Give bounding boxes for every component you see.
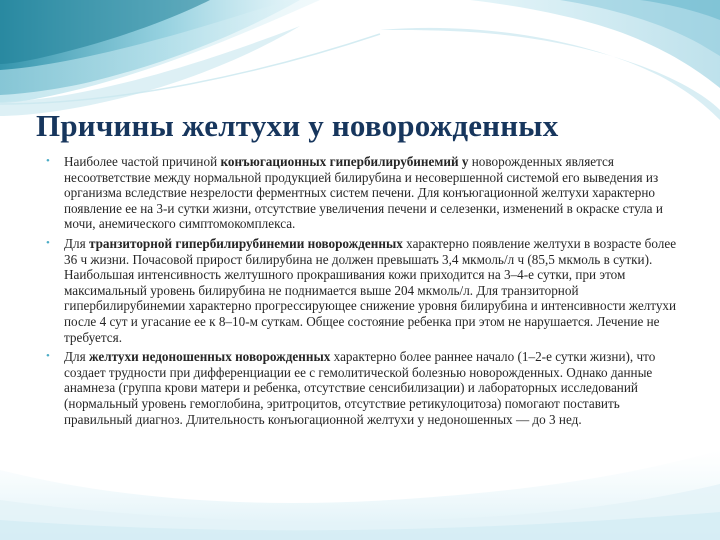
bullet-text-intro: Наиболее частой причиной bbox=[64, 154, 221, 169]
bullet-text-bold: желтухи недоношенных новорожденных bbox=[88, 349, 331, 365]
bullet-text-bold: конъюгационных гипербилирубинемий у bbox=[220, 154, 469, 169]
bullet-text-bold: транзиторной гипербилирубинемии новорожденных bbox=[88, 235, 403, 251]
bullet-list bbox=[46, 154, 686, 431]
list-item bbox=[46, 349, 686, 427]
bullet-dot-icon: • bbox=[46, 155, 50, 167]
bullet-text-rest: новорожденных является несоответствие между нормальной продукцией билирубина и несовершенной системой его выведения из организма вследствие незрелости ферментных систем печени. Для конъюгационной желтухи характерно появление ее на 3-и сутки жизни, отсутствие увеличения печени и селезенки, изменений в окраске стула и мочи, анемического симптомокомплекса. bbox=[64, 154, 663, 232]
bullet-text-intro: Для bbox=[64, 349, 89, 365]
list-item bbox=[46, 154, 686, 232]
bullet-dot-icon: • bbox=[46, 350, 50, 363]
bullet-text-intro: Для bbox=[64, 235, 89, 251]
list-item bbox=[46, 236, 686, 345]
bullet-text-rest: характерно появление желтухи в возрасте более 36 ч жизни. Почасовой прирост билирубина не должен превышать 3,4 мкмоль/л ч (85,5 мкмоль в сутки). Наибольшая интенсивность желтушного прокрашивания кожи приходится на 3–4-е сутки, при этом максимальный уровень билирубина не поднимается выше 204 мкмоль/л. Для транзиторной гипербилирубинемии характерно прогрессирующее снижение уровня билирубина и интенсивности желтухи после 4 сут и угасание ее к 8–10-м суткам. Общее состояние ребенка при этом не нарушается. Лечение не требуется. bbox=[64, 235, 677, 345]
bullet-dot-icon: • bbox=[46, 236, 50, 249]
slide-title: Причины желтухи у новорожденных bbox=[36, 108, 559, 143]
bullet-text-rest: характерно более раннее начало (1–2-е сутки жизни), что создает трудности при дифференциации ее с гемолитической болезнью новорожденных. Однако данные анамнеза (группа крови матери и ребенка, отсутствие сенсибилизации) и лабораторных исследований (нормальный уровень гемоглобина, эритроцитов, отсутствие ретикулоцитоза) помогают поставить правильный диагноз. Длительность конъюгационной желтухи у недоношенных — до 3 нед. bbox=[64, 349, 656, 427]
